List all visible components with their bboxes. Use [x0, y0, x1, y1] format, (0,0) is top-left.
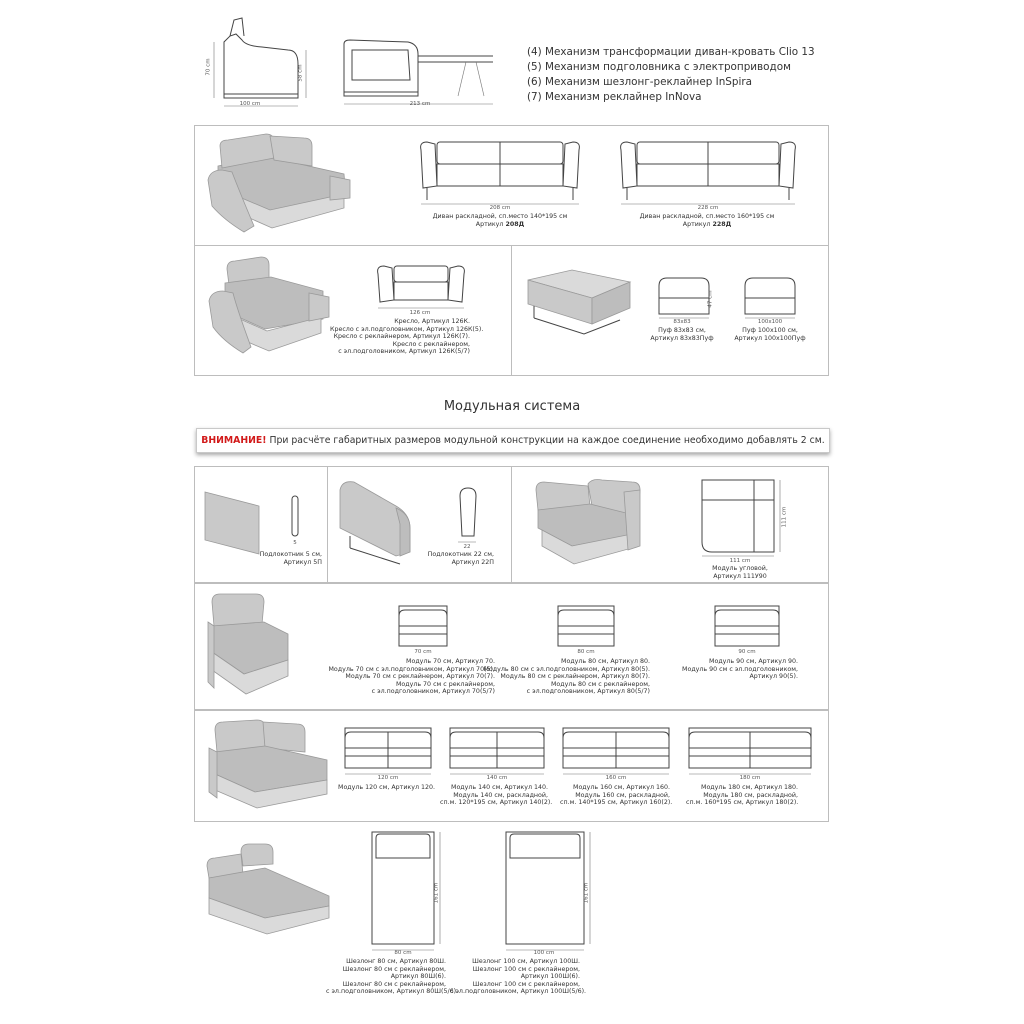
module-160-dim: 160 cm	[605, 775, 627, 781]
armrest-5-profile	[289, 494, 301, 540]
caption-line: Модуль 180 см, Артикул 180.	[701, 784, 798, 791]
caption-line: Артикул 80Ш(6).	[390, 973, 446, 981]
module-70-front	[395, 602, 451, 650]
sofa-228-desc: Диван раскладной, сп.место 160*195 см	[639, 213, 775, 220]
module-140-caption	[440, 784, 553, 807]
pouf-83-dim: 83x83	[673, 319, 691, 325]
chaise-100-width-dim: 100 cm	[533, 950, 555, 956]
armchair-photo	[205, 255, 330, 365]
depth-dim: 100 cm	[239, 101, 261, 107]
mechanisms-list	[527, 45, 815, 105]
caption-line: Артикул 22П	[451, 558, 494, 566]
wide-module-photo	[205, 718, 333, 810]
caption-line: с эл.подголовником, Артикул 126К(5/7)	[338, 348, 470, 356]
module-80-caption	[470, 658, 650, 696]
caption-line: Артикул 90(5).	[749, 673, 798, 681]
sofa-side-profile	[210, 14, 300, 104]
open-length-dim: 213 cm	[409, 101, 431, 107]
module-180-caption	[686, 784, 798, 807]
caption-line: Пуф 83x83 см,	[658, 327, 706, 334]
sofa-208-caption	[425, 213, 575, 228]
caption-line: Модуль 90 см, Артикул 90.	[709, 658, 798, 665]
module-80-dim: 80 cm	[577, 649, 595, 655]
pouf-100-front	[741, 276, 799, 320]
caption-line: Модуль 70 см с реклайнером, Артикул 70(7).	[345, 673, 495, 681]
pouf-height-dim: 47 cm	[707, 290, 714, 308]
height-dim: 70 cm	[205, 58, 212, 76]
caption-line: Модуль 70 см с эл.подголовником, Артикул 70(5).	[328, 665, 495, 673]
caption-line: Кресло с реклайнером,	[392, 340, 470, 348]
sofa-228-front	[615, 134, 801, 204]
caption-line: Модуль 140 см, раскладной,	[453, 791, 548, 799]
mechanism-item: (6) Механизм шезлонг-реклайнер InSpira	[527, 76, 753, 88]
caption-line: сп.м. 160*195 см, Артикул 180(2).	[686, 799, 799, 807]
modular-title: Модульная система	[443, 399, 581, 414]
caption-line: сп.м. 120*195 см, Артикул 140(2).	[440, 799, 553, 807]
caption-line: Пуф 100x100 см,	[742, 327, 798, 334]
corner-height-dim: 111 cm	[781, 506, 788, 528]
corner-module-photo	[532, 476, 644, 568]
caption-line: Модуль 80 см с реклайнером,	[550, 680, 650, 688]
module-90-dim: 90 cm	[738, 649, 756, 655]
module-160-front	[559, 724, 673, 776]
module-70-caption	[315, 658, 495, 696]
article-prefix: Артикул	[475, 220, 504, 228]
sofa-bed-open-profile	[338, 36, 498, 106]
warning-text: При расчёте габаритных размеров модульной конструкции на каждое соединение необходимо добавлять 2 см.	[266, 435, 825, 446]
sofa-208-dim: 208 cm	[489, 205, 511, 211]
module-70-dim: 70 cm	[414, 649, 432, 655]
caption-line: Подлокотник 22 см,	[427, 551, 494, 558]
armrest-22-dim: 22	[463, 544, 471, 550]
armchair-caption	[330, 318, 484, 356]
caption-line: Артикул 5П	[283, 558, 322, 566]
chaise-80-width-dim: 80 cm	[394, 950, 412, 956]
chaise-100-caption	[450, 958, 587, 996]
caption-line: Модуль угловой,	[712, 565, 768, 572]
chaise-80-length-dim: 161 cm	[433, 882, 440, 904]
warning-banner	[196, 428, 830, 453]
chaise-80-caption	[326, 958, 459, 996]
caption-line: с эл.подголовником, Артикул 80Ш(5/6).	[326, 988, 459, 996]
module-80-front	[554, 602, 618, 650]
caption-line: Артикул 100Ш(6).	[520, 973, 580, 981]
module-140-front	[446, 724, 548, 776]
sofa-228-article: 228Д	[712, 220, 732, 228]
pouf-83-front	[655, 276, 713, 320]
sofa-228-dim: 228 cm	[697, 205, 719, 211]
caption-line: Артикул 100x100Пуф	[734, 334, 806, 342]
module-120-front	[341, 724, 435, 776]
pouf-100-caption	[720, 327, 820, 342]
caption-line: с эл.подголовником, Артикул 70(5/7)	[371, 688, 495, 696]
sofa-208-article: 208Д	[505, 220, 525, 228]
chaise-photo	[203, 842, 333, 938]
caption-line: Модуль 80 см с реклайнером, Артикул 80(7).	[500, 673, 650, 681]
warning-label: ВНИМАНИЕ!	[201, 435, 267, 446]
caption-line: Шезлонг 80 см с реклайнером,	[342, 965, 446, 973]
caption-line: Модуль 70 см, Артикул 70.	[406, 658, 495, 665]
caption-line: Модуль 160 см, раскладной,	[575, 791, 670, 799]
module-120-caption	[335, 784, 435, 792]
caption-line: Кресло с реклайнером, Артикул 126К(7).	[333, 333, 470, 341]
caption-line: Модуль 80 см с эл.подголовником, Артикул 80(5).	[483, 665, 650, 673]
sofa-228-caption	[632, 213, 782, 228]
caption-line: Модуль 80 см, Артикул 80.	[561, 658, 650, 665]
mechanism-item: (7) Механизм реклайнер InNova	[527, 91, 702, 103]
armchair-dim: 126 cm	[409, 310, 431, 316]
module-90-caption	[648, 658, 798, 681]
chaise-100-plan	[500, 828, 596, 952]
armrest-5-photo	[203, 488, 265, 558]
armchair-front	[372, 262, 470, 310]
caption-line: Шезлонг 100 см, Артикул 100Ш.	[472, 958, 580, 965]
caption-line: сп.м. 140*195 см, Артикул 160(2).	[560, 799, 673, 807]
corner-caption	[690, 565, 790, 580]
module-120-dim: 120 cm	[377, 775, 399, 781]
corner-width-dim: 111 cm	[729, 558, 751, 564]
module-180-dim: 180 cm	[739, 775, 761, 781]
caption-line: с эл.подголовником, Артикул 80(5/7)	[526, 688, 650, 696]
module-180-front	[685, 724, 815, 776]
caption-line: Кресло с эл.подголовником, Артикул 126К(5).	[330, 325, 484, 333]
caption-line: Артикул 83x83Пуф	[650, 334, 714, 342]
armrest-5-dim: 5	[293, 540, 297, 546]
pouf-100-dim: 100x100	[757, 319, 783, 325]
armrest-5-caption	[230, 551, 322, 566]
module-140-dim: 140 cm	[486, 775, 508, 781]
panel-divider	[511, 466, 512, 583]
caption-line: с эл.подголовником, Артикул 100Ш(5/6).	[450, 988, 587, 996]
sofa-208-desc: Диван раскладной, сп.место 140*195 см	[432, 213, 568, 220]
mechanism-item: (4) Механизм трансформации диван-кровать Clio 13	[527, 46, 815, 58]
single-module-photo	[204, 590, 296, 702]
panel-divider	[327, 466, 328, 583]
caption-line: Модуль 180 см, раскладной,	[703, 791, 798, 799]
seat-height-dim: 58 cm	[297, 64, 304, 82]
armrest-22-profile	[454, 486, 480, 544]
caption-line: Модуль 90 см с эл.подголовником,	[682, 665, 798, 673]
pouf-photo	[522, 264, 634, 344]
caption-line: Кресло, Артикул 126К.	[394, 318, 470, 325]
caption-line: Шезлонг 100 см с реклайнером,	[472, 965, 580, 973]
module-90-front	[711, 602, 783, 650]
mechanism-item: (5) Механизм подголовника с электроприводом	[527, 61, 791, 73]
sofa-photo	[204, 128, 354, 240]
caption-line: Модуль 160 см, Артикул 160.	[573, 784, 670, 791]
armrest-22-caption	[400, 551, 494, 566]
caption-line: Подлокотник 5 см,	[259, 551, 322, 558]
chaise-100-length-dim: 161 cm	[583, 882, 590, 904]
caption-line: Модуль 70 см с реклайнером,	[395, 680, 495, 688]
caption-line: Модуль 120 см, Артикул 120.	[338, 784, 435, 791]
pouf-83-caption	[632, 327, 732, 342]
caption-line: Шезлонг 80 см с реклайнером,	[342, 980, 446, 988]
caption-line: Шезлонг 80 см, Артикул 80Ш.	[346, 958, 446, 965]
sofa-208-front	[415, 134, 585, 204]
corner-module-plan	[698, 476, 784, 558]
panel-divider	[511, 245, 512, 376]
caption-line: Артикул 111У90	[713, 572, 767, 580]
caption-line: Шезлонг 100 см с реклайнером,	[472, 980, 580, 988]
caption-line: Модуль 140 см, Артикул 140.	[451, 784, 548, 791]
article-prefix: Артикул	[682, 220, 711, 228]
module-160-caption	[560, 784, 673, 807]
